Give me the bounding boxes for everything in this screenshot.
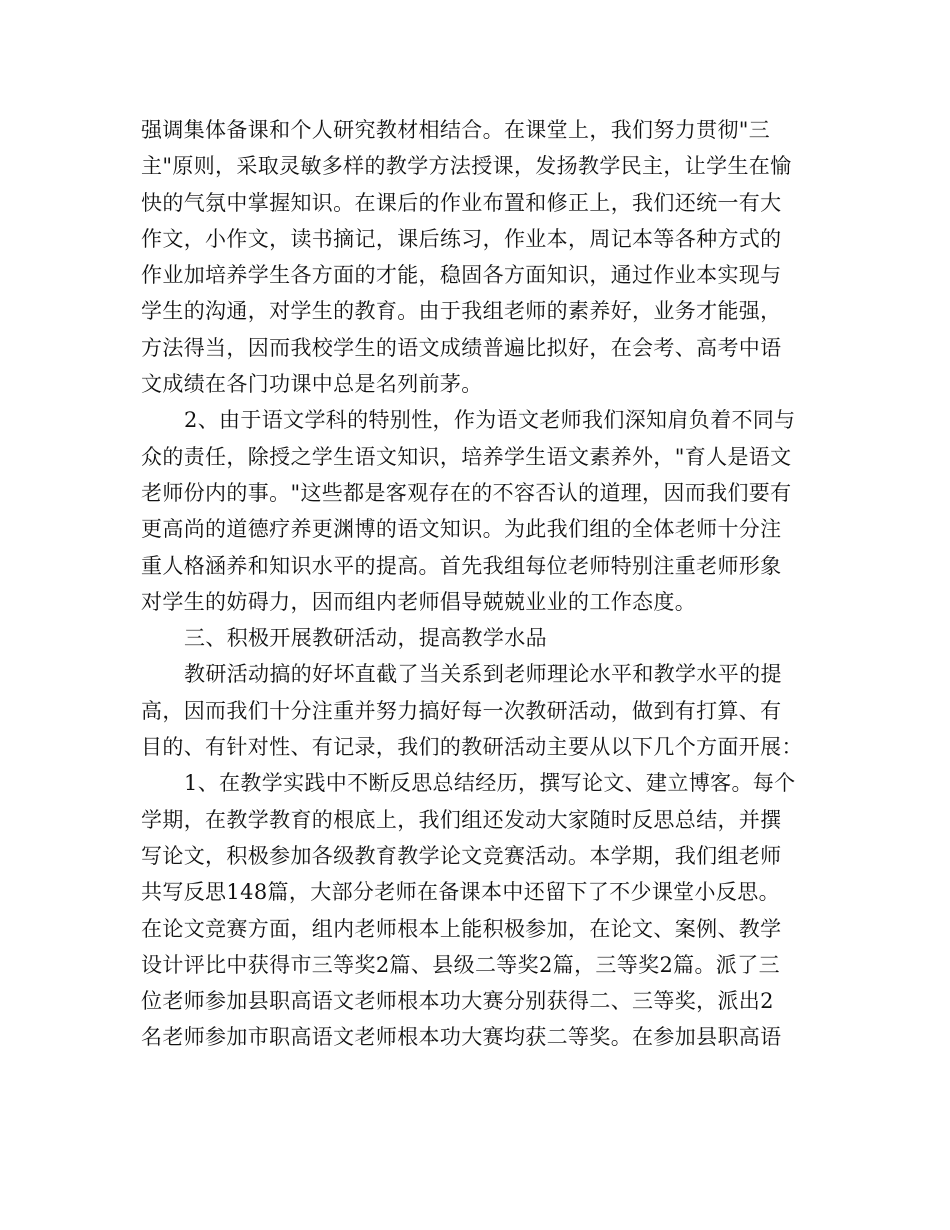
text-line: 更高尚的道德疗养更渊博的语文知识。为此我们组的全体老师十分注 (141, 517, 782, 542)
text-line: 作业加培养学生各方面的才能，稳固各方面知识，通过作业本实现与 (141, 263, 782, 288)
text-line: 学生的沟通，对学生的教育。由于我组老师的素养好，业务才能强， (141, 299, 782, 324)
text-line: 众的责任，除授之学生语文知识，培养学生语文素养外，"育人是语文 (141, 444, 792, 469)
text-line: 名老师参加市职高语文老师根本功大赛均获二等奖。在参加县职高语 (141, 1025, 782, 1050)
paragraph-start-line: 1、在教学实践中不断反思总结经历，撰写论文、建立博客。每个 (184, 771, 796, 796)
text-line: 快的气氛中掌握知识。在课后的作业布置和修正上，我们还统一有大 (141, 190, 782, 215)
paragraph-start-line: 2、由于语文学科的特别性，作为语文老师我们深知肩负着不同与 (184, 408, 796, 433)
text-line: 文成绩在各门功课中总是名列前茅。 (141, 372, 483, 397)
text-line: 方法得当，因而我校学生的语文成绩普遍比拟好，在会考、高考中语 (141, 335, 782, 360)
text-line: 目的、有针对性、有记录，我们的教研活动主要从以下几个方面开展： (141, 735, 803, 760)
text-line: 高，因而我们十分注重并努力搞好每一次教研活动，做到有打算、有 (141, 698, 782, 723)
text-line: 共写反思148篇，大部分老师在备课本中还留下了不少课堂小反思。 (141, 880, 780, 905)
text-line: 作文，小作文，读书摘记，课后练习，作业本，周记本等各种方式的 (141, 226, 782, 251)
text-line: 学期，在教学教育的根底上，我们组还发动大家随时反思总结，并撰 (141, 807, 782, 832)
text-line: 在论文竞赛方面，组内老师根本上能积极参加，在论文、案例、教学 (141, 916, 782, 941)
text-line: 重人格涵养和知识水平的提高。首先我组每位老师特别注重老师形象 (141, 553, 782, 578)
text-line: 老师份内的事。"这些都是客观存在的不容否认的道理，因而我们要有 (141, 480, 792, 505)
text-line: 对学生的妨碍力，因而组内老师倡导兢兢业业的工作态度。 (141, 589, 697, 614)
text-line: 写论文，积极参加各级教育教学论文竞赛活动。本学期，我们组老师 (141, 843, 782, 868)
section-heading: 三、积极开展教研活动，提高教学水品 (184, 626, 547, 651)
text-line: 主"原则，采取灵敏多样的教学方法授课，发扬教学民主，让学生在愉 (141, 154, 792, 179)
paragraph-start-line: 教研活动搞的好坏直截了当关系到老师理论水平和教学水平的提 (184, 662, 782, 687)
text-line: 强调集体备课和个人研究教材相结合。在课堂上，我们努力贯彻"三 (141, 118, 771, 142)
text-line: 位老师参加县职高语文老师根本功大赛分别获得二、三等奖，派出2 (141, 989, 774, 1014)
document-body (141, 112, 817, 1056)
text-line: 设计评比中获得市三等奖2篇、县级二等奖2篇，三等奖2篇。派了三 (141, 952, 780, 977)
